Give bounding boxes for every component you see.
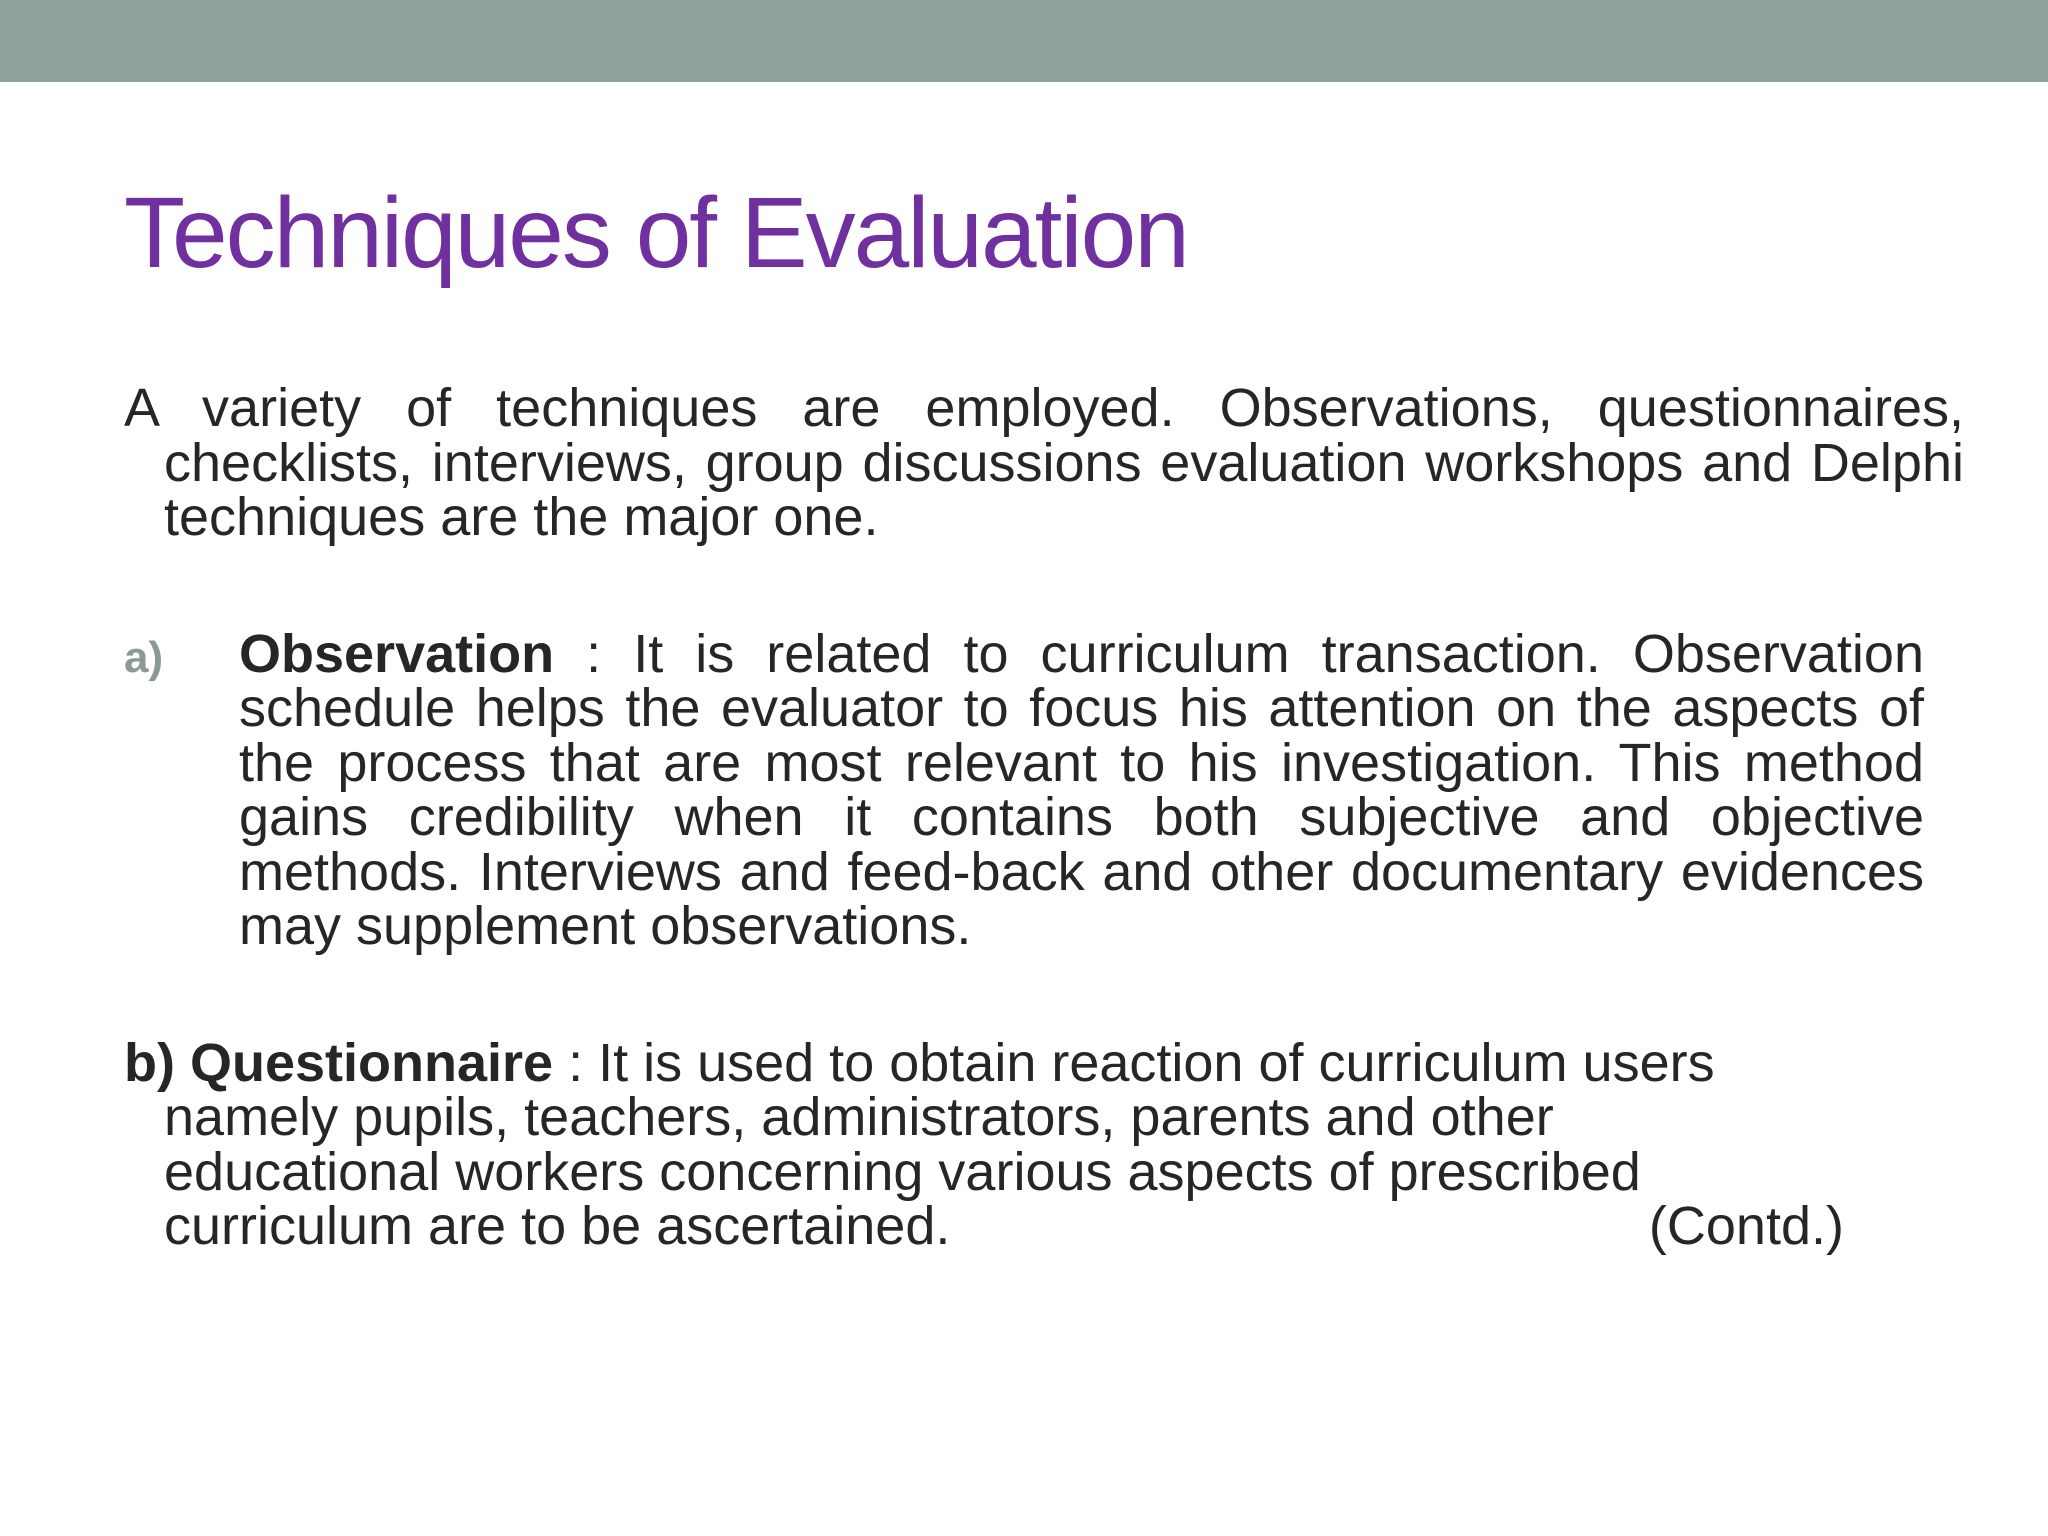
slide-body [124, 378, 1964, 1256]
continued-label: (Contd.) [1648, 1196, 1844, 1256]
item-heading-observation: Observation [239, 623, 555, 684]
item-text-questionnaire: It is used to obtain reaction of curriculum users namely pupils, teachers, administrators, parents and other educational workers concerning various aspects of prescribed curriculum are to be ascertained. [164, 1032, 1715, 1256]
header-band [0, 0, 2048, 82]
list-item-questionnaire [124, 1032, 1844, 1256]
list-item-observation [124, 623, 1924, 956]
item-text-observation: It is related to curriculum transaction. Observation schedule helps the evaluator to focus his attention on the aspects of the process that are most relevant to his investigation. This method gains credibility when it contains both subjective and objective methods. Interviews and feed-back and other documentary evidences may supplement observations. [239, 623, 1924, 956]
item-heading-questionnaire: Questionnaire [189, 1032, 554, 1093]
item-separator: : [554, 623, 634, 684]
item-separator: : [553, 1032, 599, 1093]
list-marker-a: a) [124, 632, 164, 682]
list-marker-b: b) [124, 1032, 175, 1093]
intro-paragraph: A variety of techniques are employed. Observations, questionnaires, checklists, interviews, group discussions evaluation workshops and Delphi techniques are the major one. [124, 378, 1964, 547]
slide-title: Techniques of Evaluation [124, 177, 1188, 289]
